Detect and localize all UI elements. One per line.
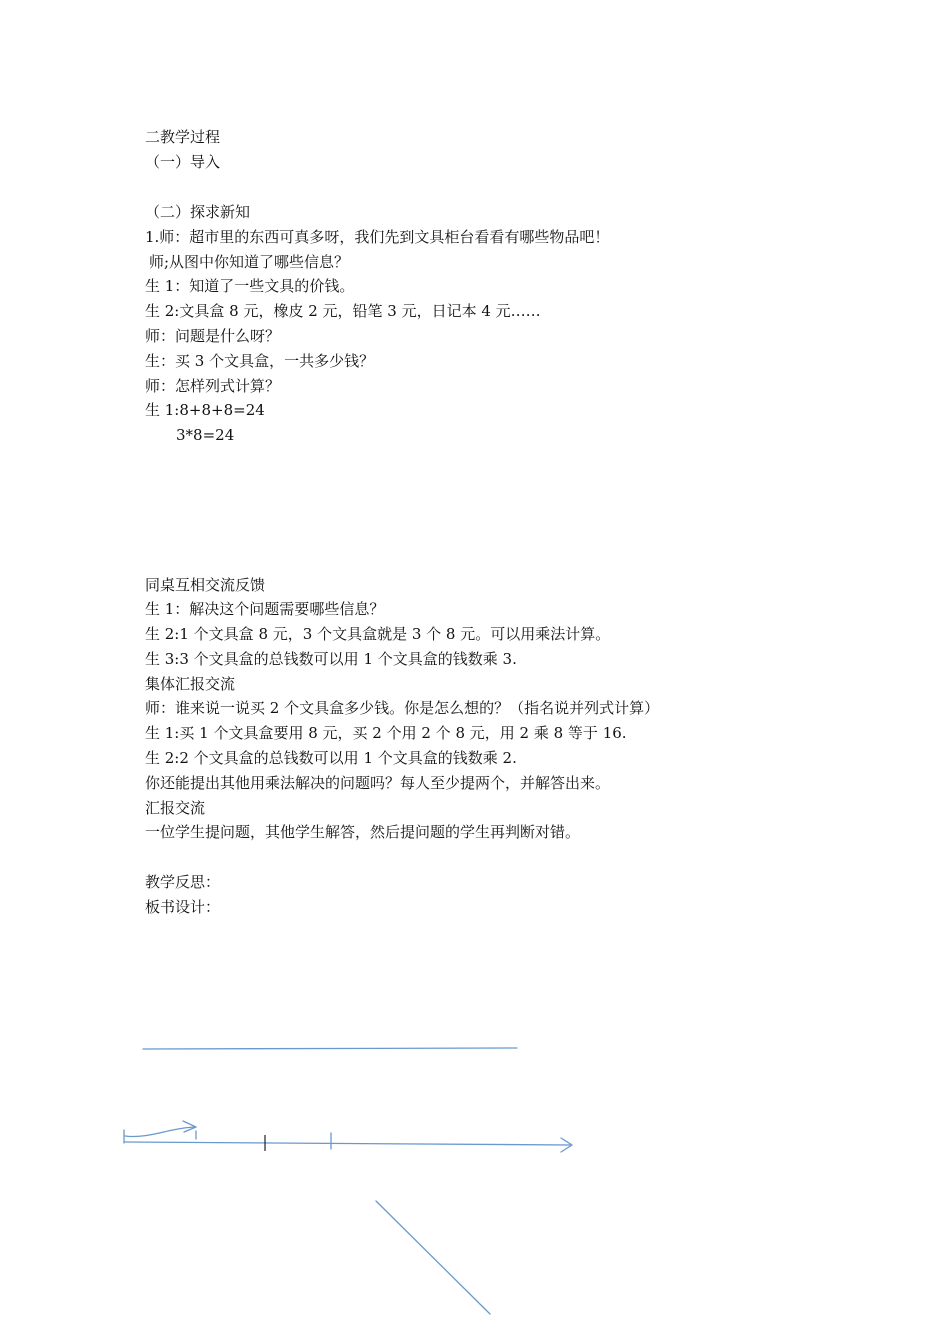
number-line-axis <box>124 1142 571 1145</box>
horizontal-rule <box>143 1048 517 1049</box>
paragraph-line: 生 2:2 个文具盒的总钱数可以用 1 个文具盒的钱数乘 2. <box>145 749 517 767</box>
diagonal-stroke <box>376 1201 490 1314</box>
formula-line: 生 1:8+8+8=24 <box>145 401 265 419</box>
paragraph-line: 生 3:3 个文具盒的总钱数可以用 1 个文具盒的钱数乘 3. <box>145 650 517 668</box>
paragraph-line: 生：买 3 个文具盒，一共多少钱？ <box>145 352 375 370</box>
paragraph-line: 师;从图中你知道了哪些信息？ <box>149 253 350 271</box>
paragraph-line: 一位学生提问题，其他学生解答，然后提问题的学生再判断对错。 <box>145 823 581 841</box>
paragraph-line: 你还能提出其他用乘法解决的问题吗？每人至少提两个，并解答出来。 <box>145 774 611 792</box>
reflection-label: 教学反思： <box>145 873 221 891</box>
paragraph-line: 生 1：解决这个问题需要哪些信息？ <box>145 600 385 618</box>
subsection-heading: （一）导入 <box>145 153 221 171</box>
paragraph-line: 生 1:买 1 个文具盒要用 8 元，买 2 个用 2 个 8 元，用 2 乘 8 等于 16. <box>145 724 627 742</box>
formula-line: 3*8=24 <box>176 426 235 444</box>
paragraph-line: 生 1：知道了一些文具的价钱。 <box>145 277 355 295</box>
paragraph-line: 师：问题是什么呀？ <box>145 327 281 345</box>
section-heading: 二教学过程 <box>145 128 221 146</box>
paragraph-line: 生 2:文具盒 8 元，橡皮 2 元，铅笔 3 元，日记本 4 元…… <box>145 302 541 320</box>
paragraph-line: 汇报交流 <box>145 799 206 817</box>
board-design-label: 板书设计： <box>145 898 221 916</box>
paragraph-line: 1.师：超市里的东西可真多呀，我们先到文具柜台看看有哪些物品吧！ <box>145 228 610 246</box>
subsection-heading: （二）探求新知 <box>145 203 251 221</box>
paragraph-line: 集体汇报交流 <box>145 675 236 693</box>
jump-arrowhead <box>183 1121 196 1132</box>
paragraph-line: 师：谁来说一说买 2 个文具盒多少钱。你是怎么想的？（指名说并列式计算） <box>145 699 660 717</box>
paragraph-line: 师：怎样列式计算？ <box>145 377 281 395</box>
paragraph-line: 同桌互相交流反馈 <box>145 576 266 594</box>
paragraph-line: 生 2:1 个文具盒 8 元，3 个文具盒就是 3 个 8 元。可以用乘法计算。 <box>145 625 611 643</box>
